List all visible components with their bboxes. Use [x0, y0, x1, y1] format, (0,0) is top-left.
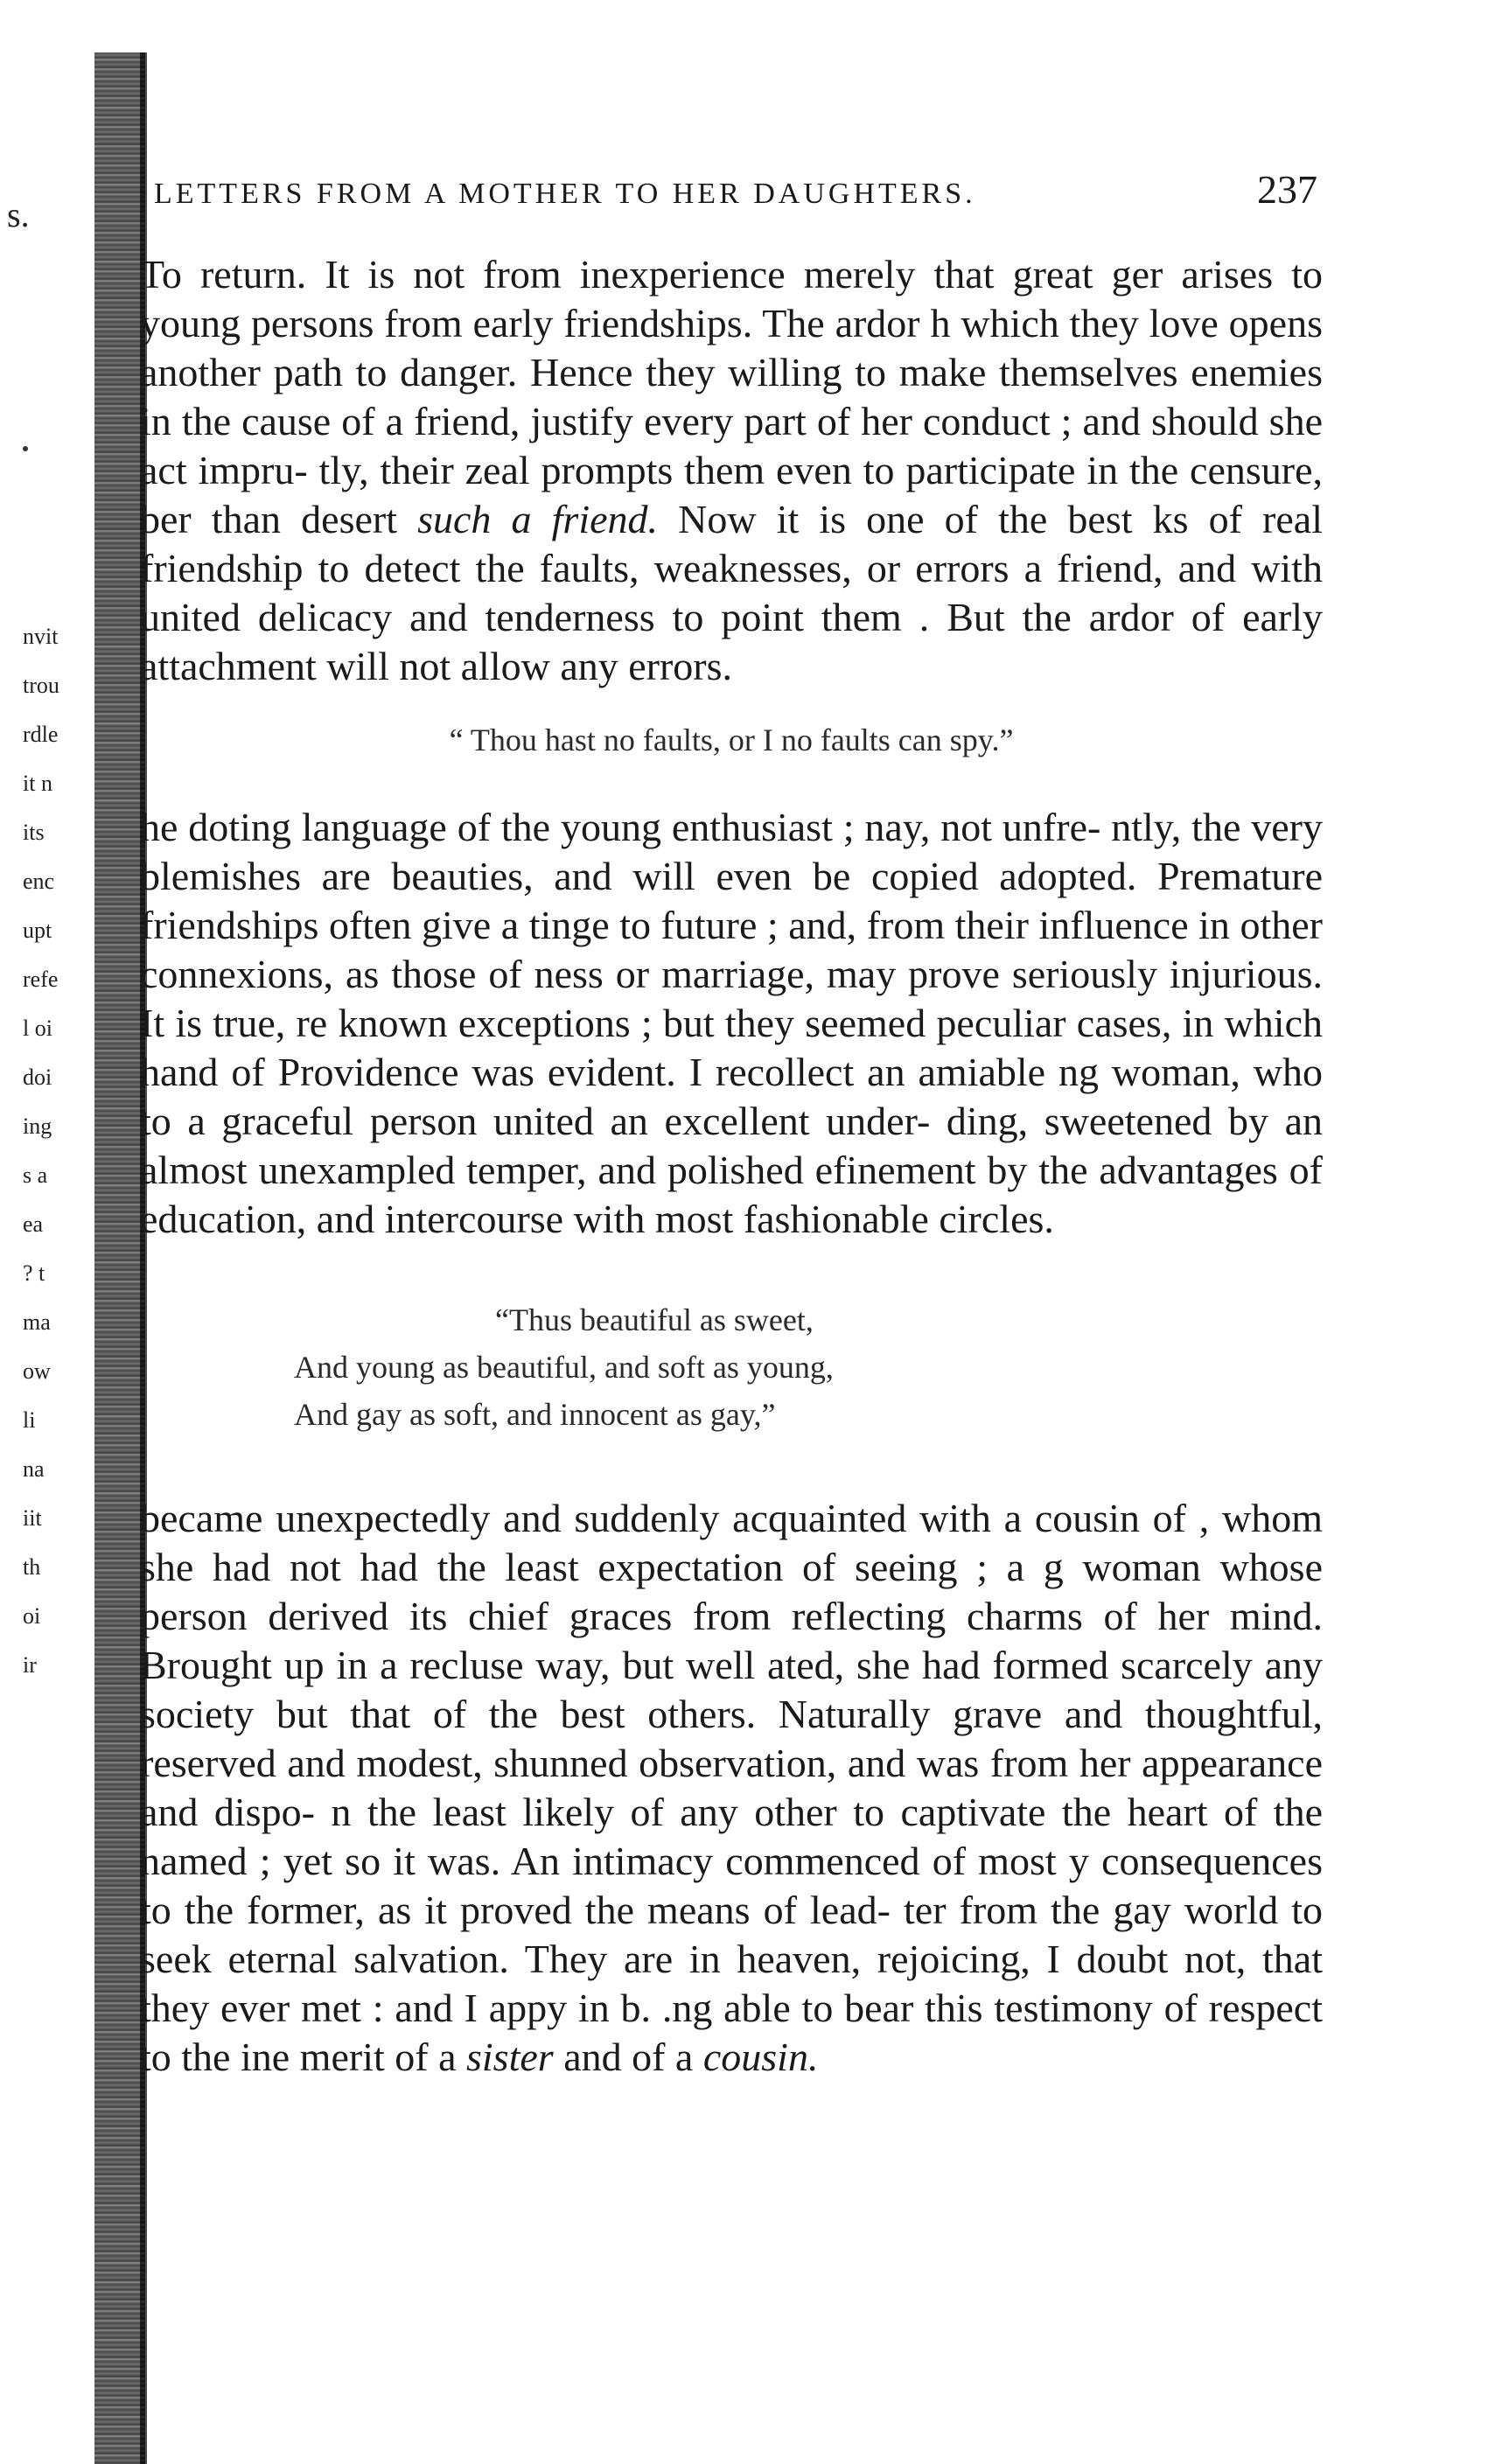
verse-block: [294, 1296, 1323, 1438]
verse-line-3: And gay as soft, and innocent as gay,”: [294, 1397, 776, 1432]
facing-page-fragment: oi: [23, 1603, 41, 1629]
paragraph-2: he doting language of the young enthusiast ; nay, not unfre- ntly, the very blemishes are beauties, and will even be copied adopted. Premature friendships often give a tinge to future ; and, from their influence in other connexions, as those of ness or marriage, may prove seriously injurious. It is true, re known exceptions ; but they seemed peculiar cases, in which hand of Providence was evident. I recollect an amiable ng woman, who to a graceful person united an excellent under- ding, sweetened by an almost unexampled temper, and polished efinement by the advantages of education, and intercourse with most fashionable circles.: [140, 805, 1323, 1241]
facing-page-fragment: trou: [23, 673, 59, 698]
facing-page-fragment: th: [23, 1554, 41, 1580]
paragraph-1-text: To return. It is not from inexperience merely that great ger arises to young persons from early friendships. The ardor h which they love opens another path to danger. Hence they willing to make themselves enemies in the cause of a friend, justify every part of her conduct ; and should she act impru- tly, their zeal prompts them even to participate in the censure,: [140, 252, 1323, 492]
facing-page-fragments: [23, 612, 101, 1690]
paragraph-3-emphasis-cousin: cousin.: [702, 2035, 819, 2079]
facing-page-fragment: na: [23, 1456, 45, 1482]
paragraph-3-text-mid: and of a: [563, 2035, 694, 2079]
facing-page-fragment: ir: [23, 1652, 37, 1678]
facing-page-fragment: ma: [23, 1309, 51, 1335]
facing-page-fragment: li: [23, 1407, 36, 1433]
paragraph-3-emphasis-sister: sister: [466, 2035, 554, 2079]
facing-page-fragment: refe: [23, 967, 59, 992]
quotation: “ Thou hast no faults, or I no faults can spy.”: [449, 722, 1014, 757]
facing-page-fragment: enc: [23, 869, 55, 894]
page-body: [140, 250, 1323, 2082]
facing-page-fragment: it n: [23, 771, 52, 796]
paragraph-1-emphasis: such a friend.: [417, 497, 659, 541]
binding-gutter-shadow: [94, 52, 145, 2464]
facing-page-fragment: s a: [23, 1162, 48, 1188]
running-head: LETTERS FROM A MOTHER TO HER DAUGHTERS.: [154, 178, 976, 210]
page-number: 237: [1257, 167, 1317, 212]
facing-page-fragment: doi: [23, 1064, 52, 1090]
stray-mark: s.: [7, 195, 30, 234]
verse-line-2: And young as beautiful, and soft as young,: [294, 1350, 834, 1385]
paragraph-1-text-c: Now it is one of the best ks of real friendship to detect the faults, weaknesses, or errors a friend, and with united delicacy and tenderness to point them . But the ardor of early attachment will not allow any errors.: [140, 497, 1323, 688]
facing-page-fragment: its: [23, 820, 45, 845]
facing-page-fragment: l oi: [23, 1016, 52, 1041]
facing-page-fragment: nvit: [23, 624, 59, 649]
page-header: [154, 166, 1317, 213]
facing-page-fragment: ow: [23, 1358, 51, 1384]
facing-page-fragment: iit: [23, 1505, 42, 1531]
facing-page-fragment: rdle: [23, 722, 59, 747]
facing-page-fragment: ea: [23, 1211, 44, 1237]
paragraph-3: [140, 1494, 1323, 2082]
paragraph-1-text-b: ber than desert: [140, 497, 397, 541]
paragraph-3-text: became unexpectedly and suddenly acquainted with a cousin of , whom she had not had the least expectation of seeing ; a g woman whose person derived its chief graces from reflecting charms of her mind. Brought up in a recluse way, but well ated, she had formed scarcely any society but that of the best others. Naturally grave and thoughtful, reserved and modest, shunned observation, and was from her appearance and dispo- n the least likely of any other to captivate the heart of the named ; yet so it was. An intimacy commenced of most y consequences to the former, as it proved the means of lead- ter from the gay world to seek eternal salvation. They are in heaven, rejoicing, I doubt not, that they ever met : and I appy in b. .ng able to bear this testimony of respect to the ine merit of a: [140, 1496, 1323, 2079]
paragraph-1: [140, 250, 1323, 691]
facing-page-fragment: ? t: [23, 1260, 45, 1286]
facing-page-fragment: upt: [23, 918, 52, 943]
verse-line-1: “Thus beautiful as sweet,: [495, 1302, 814, 1337]
facing-page-fragment: ing: [23, 1113, 52, 1139]
stray-dot: [23, 446, 28, 451]
